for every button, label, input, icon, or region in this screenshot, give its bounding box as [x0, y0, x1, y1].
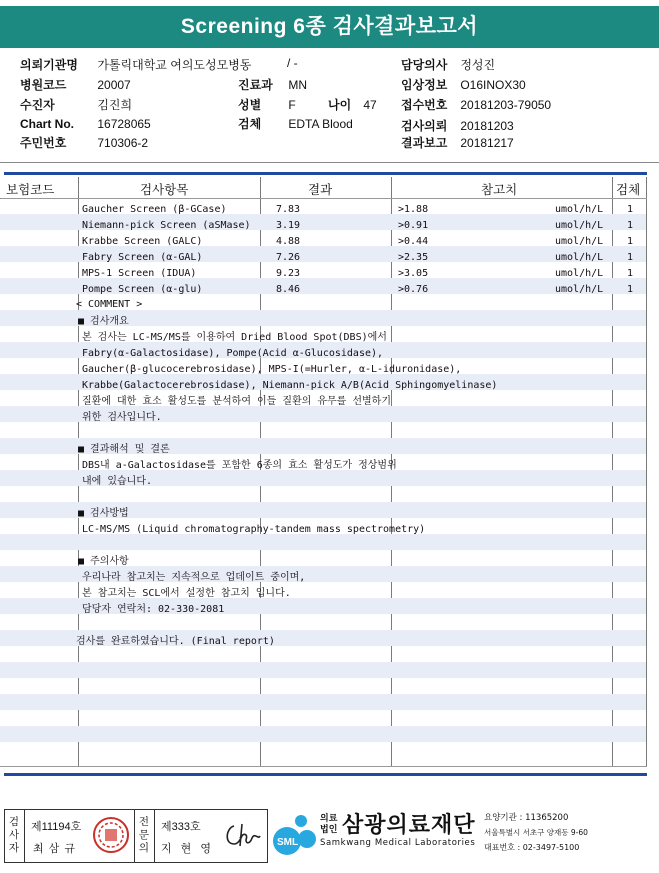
section-title-method: ■ 검사방법 [78, 508, 129, 519]
row-stripe [0, 662, 646, 678]
age-label: 나이 [328, 98, 352, 112]
age-value: 47 [363, 98, 377, 112]
row-count: 1 [627, 284, 634, 295]
row-item: Gaucher Screen (β-GCase) [82, 204, 227, 215]
id-label: 주민번호 [20, 136, 67, 150]
org-phone: 대표번호 : 02-3497-5100 [484, 843, 580, 852]
logo-text: SML [277, 837, 299, 848]
sex-label: 성별 [238, 98, 262, 112]
org-code: 요양기관 : 11365200 [484, 813, 569, 823]
dept-label: 진료과 [238, 78, 273, 92]
signature-divider [134, 809, 135, 863]
report-date-value: 20181217 [460, 136, 514, 150]
row-unit: umol/h/L [555, 204, 604, 215]
final-report-note: 검사를 완료하였습니다. (Final report) [76, 636, 275, 647]
comment-heading: < COMMENT > [76, 299, 143, 310]
row-count: 1 [627, 268, 634, 279]
table-bottom-divider [0, 766, 647, 767]
org-prefix: 의료법인 [320, 813, 338, 834]
sex-value: F [288, 98, 296, 112]
section-title-caution: ■ 주의사항 [78, 556, 129, 567]
row-item: Krabbe Screen (GALC) [82, 236, 203, 247]
row-reference: >1.88 [398, 204, 429, 215]
doctor-label: 담당의사 [401, 58, 448, 72]
inspector-label: 검 사 자 [8, 816, 20, 854]
specimen-field [238, 115, 353, 132]
id-value: 710306-2 [97, 136, 149, 150]
row-item: Fabry Screen (α-GAL) [82, 252, 203, 263]
clinical-value: O16INOX30 [460, 78, 526, 92]
id-field [20, 134, 148, 151]
institution-field [20, 56, 251, 73]
comment-line: 담당자 연락처: 02-330-2081 [82, 604, 225, 615]
specimen-value: EDTA Blood [288, 117, 353, 131]
request-label: 검사의뢰 [401, 119, 448, 133]
inspector-license-no: 제11194호 [31, 821, 82, 833]
section-title-interpretation: ■ 결과해석 및 결론 [78, 444, 170, 455]
row-reference: >2.35 [398, 252, 429, 263]
comment-line: 위한 검사입니다. [82, 412, 162, 423]
header-row-divider [0, 198, 647, 199]
col-header-result: 결과 [308, 183, 333, 197]
chart-label: Chart No. [20, 117, 74, 131]
signature-divider [24, 809, 25, 863]
patient-field [20, 96, 132, 113]
specialist-name: 지 현 영 [161, 843, 214, 855]
row-result: 9.23 [276, 268, 301, 279]
comment-line: 본 검사는 LC-MS/MS를 이용하여 Dried Blood Spot(DBS)에서 [82, 332, 387, 343]
col-header-specimen: 검체 [616, 183, 641, 197]
row-item: Pompe Screen (α-glu) [82, 284, 203, 295]
request-field [401, 117, 514, 134]
comment-line: 우리나라 참고치는 지속적으로 업데이트 중이며, [82, 572, 306, 583]
report-title: Screening 6종 검사결과보고서 [0, 6, 659, 48]
row-result: 7.26 [276, 252, 301, 263]
doctor-field [401, 56, 495, 73]
row-result: 8.46 [276, 284, 301, 295]
comment-line: Krabbe(Galactocerebrosidase), Niemann-pick A/B(Acid Sphingomyelinase) [82, 380, 498, 391]
comment-line: LC-MS/MS (Liquid chromatography-tandem mass spectrometry) [82, 524, 426, 535]
row-count: 1 [627, 236, 634, 247]
org-address: 서울특별시 서초구 양재동 9-60 [484, 828, 588, 837]
row-result: 4.88 [276, 236, 301, 247]
grid-line [646, 177, 647, 767]
institution-value: 가톨릭대학교 여의도성모병동 [97, 58, 252, 72]
row-reference: >0.91 [398, 220, 429, 231]
patient-label: 수진자 [20, 98, 55, 112]
row-result: 7.83 [276, 204, 301, 215]
receipt-label: 접수번호 [401, 98, 448, 112]
org-name: 삼광의료재단 [342, 812, 476, 837]
col-header-reference: 참고치 [481, 183, 518, 197]
col-header-item: 검사항목 [140, 183, 189, 197]
table-top-rule [4, 172, 647, 175]
patient-value: 김진희 [97, 98, 133, 112]
chart-field [20, 117, 151, 131]
row-reference: >0.44 [398, 236, 429, 247]
hospital-code-label: 병원코드 [20, 78, 67, 92]
sex-field [238, 96, 296, 113]
row-reference: >3.05 [398, 268, 429, 279]
specimen-label: 검체 [238, 117, 262, 131]
row-count: 1 [627, 204, 634, 215]
age-field [328, 96, 377, 113]
doctor-value: 정성진 [460, 58, 496, 72]
header-divider [0, 162, 659, 163]
hospital-code-value: 20007 [97, 78, 131, 92]
row-stripe [0, 726, 646, 742]
specialist-license-no: 제333호 [161, 821, 201, 833]
request-value: 20181203 [460, 119, 514, 133]
signature-icon [222, 818, 262, 852]
seal-stamp-icon [92, 816, 130, 854]
row-unit: umol/h/L [555, 236, 604, 247]
row-count: 1 [627, 252, 634, 263]
row-unit: umol/h/L [555, 252, 604, 263]
dept-field [238, 76, 307, 93]
row-reference: >0.76 [398, 284, 429, 295]
clinical-field [401, 76, 526, 93]
row-item: Niemann-pick Screen (aSMase) [82, 220, 251, 231]
row-unit: umol/h/L [555, 220, 604, 231]
section-title-overview: ■ 검사개요 [78, 316, 129, 327]
comment-line: 질환에 대한 효소 활성도를 분석하여 이들 질환의 유무를 선별하기 [82, 396, 391, 407]
row-stripe [0, 694, 646, 710]
row-result: 3.19 [276, 220, 301, 231]
org-english-name: Samkwang Medical Laboratories [320, 838, 476, 848]
comment-line: Fabry(α-Galactosidase), Pompe(Acid α-Glucosidase), [82, 348, 384, 359]
hospital-code-field [20, 76, 131, 93]
row-item: MPS-1 Screen (IDUA) [82, 268, 197, 279]
ward-value: / - [287, 56, 298, 70]
dept-value: MN [288, 78, 308, 92]
inspector-name: 최 삼 규 [33, 843, 76, 855]
report-date-label: 결과보고 [401, 136, 448, 150]
chart-value: 16728065 [97, 117, 151, 131]
institution-label: 의뢰기관명 [20, 58, 78, 72]
col-header-insurance: 보험코드 [6, 183, 55, 197]
comment-line: 본 참고치는 SCL에서 설정한 참고치 입니다. [82, 588, 291, 599]
specialist-label: 전 문 의 [138, 816, 150, 854]
comment-line: 내에 있습니다. [82, 476, 153, 487]
row-count: 1 [627, 220, 634, 231]
sml-logo-icon [269, 809, 319, 861]
signature-divider [154, 809, 155, 863]
table-bottom-rule [4, 773, 647, 776]
clinical-label: 임상정보 [401, 78, 448, 92]
comment-line: DBS내 a-Galactosidase를 포함한 6종의 효소 활성도가 정상범위 [82, 460, 397, 471]
receipt-field [401, 96, 551, 113]
row-unit: umol/h/L [555, 268, 604, 279]
row-unit: umol/h/L [555, 284, 604, 295]
comment-line: Gaucher(β-glucocerebrosidase), MPS-I(=Hurler, α-L-iduronidase), [82, 364, 462, 375]
report-date-field [401, 134, 514, 151]
receipt-value: 20181203-79050 [460, 98, 552, 112]
